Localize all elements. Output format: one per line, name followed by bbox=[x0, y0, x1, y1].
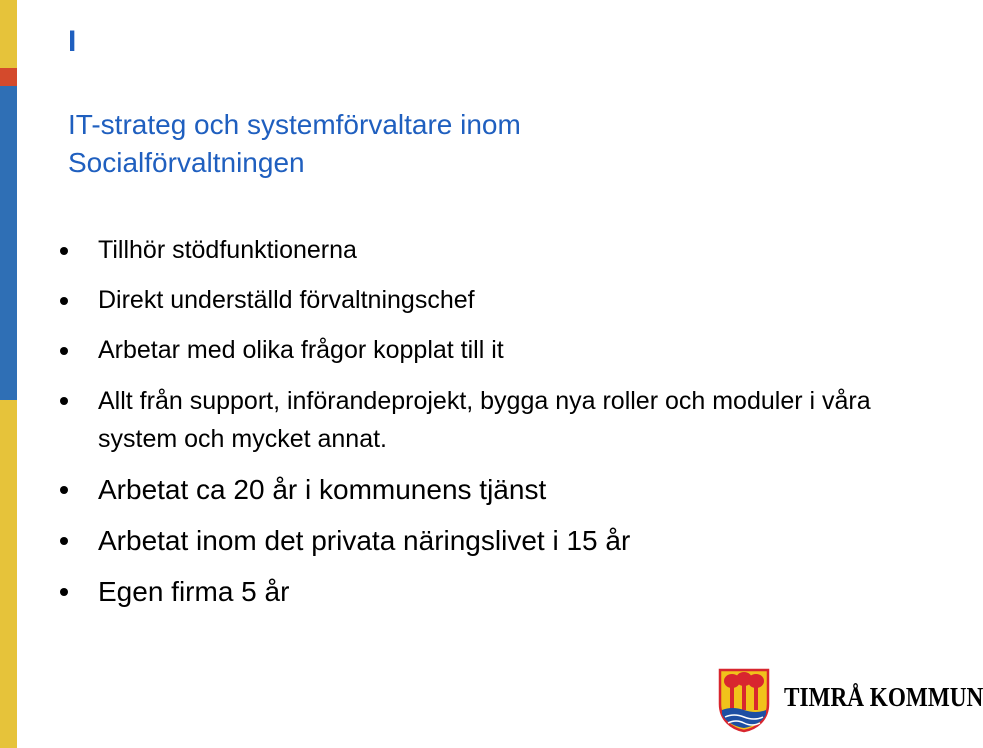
accent-bar-yellow-top bbox=[0, 0, 17, 68]
bullet-item bbox=[58, 226, 938, 276]
bullet-item bbox=[58, 566, 938, 617]
accent-bar-blue bbox=[0, 86, 17, 400]
bullet-dot-icon bbox=[60, 537, 68, 545]
timra-kommun-logo bbox=[718, 668, 983, 732]
slide-title bbox=[68, 106, 521, 182]
bullet-text: Tillhör stödfunktionerna bbox=[98, 236, 357, 264]
bullet-text: Egen firma 5 år bbox=[98, 576, 290, 607]
accent-bar-red bbox=[0, 68, 17, 86]
bullet-item bbox=[58, 464, 938, 515]
bullet-dot-icon bbox=[60, 486, 68, 494]
bullet-text: Arbetar med olika frågor kopplat till it bbox=[98, 336, 504, 364]
bullet-list bbox=[58, 226, 938, 617]
bullet-dot-icon bbox=[60, 297, 68, 305]
bullet-item bbox=[58, 515, 938, 566]
bullet-item bbox=[58, 326, 938, 376]
bullet-text: Arbetat ca 20 år i kommunens tjänst bbox=[98, 474, 547, 505]
bullet-item bbox=[58, 376, 938, 464]
bullet-dot-icon bbox=[60, 347, 68, 355]
bullet-text: Direkt underställd förvaltningschef bbox=[98, 286, 475, 314]
bullet-item bbox=[58, 276, 938, 326]
heading-mark: I bbox=[68, 25, 77, 58]
bullet-text: Allt från support, införandeprojekt, bygga nya roller och moduler i våra system och mycket annat. bbox=[98, 387, 871, 453]
slide-title-line-1: IT-strateg och systemförvaltare inom bbox=[68, 109, 521, 140]
bullet-dot-icon bbox=[60, 247, 68, 255]
accent-bar-yellow-bottom bbox=[0, 400, 17, 748]
logo-text: TIMRÅ KOMMUN bbox=[784, 682, 983, 712]
timra-coat-of-arms-icon bbox=[718, 668, 770, 732]
left-accent-bar bbox=[0, 0, 17, 748]
bullet-text: Arbetat inom det privata näringslivet i 15 år bbox=[98, 525, 631, 556]
slide-title-line-2: Socialförvaltningen bbox=[68, 147, 305, 178]
bullet-dot-icon bbox=[60, 397, 68, 405]
bullet-dot-icon bbox=[60, 588, 68, 596]
